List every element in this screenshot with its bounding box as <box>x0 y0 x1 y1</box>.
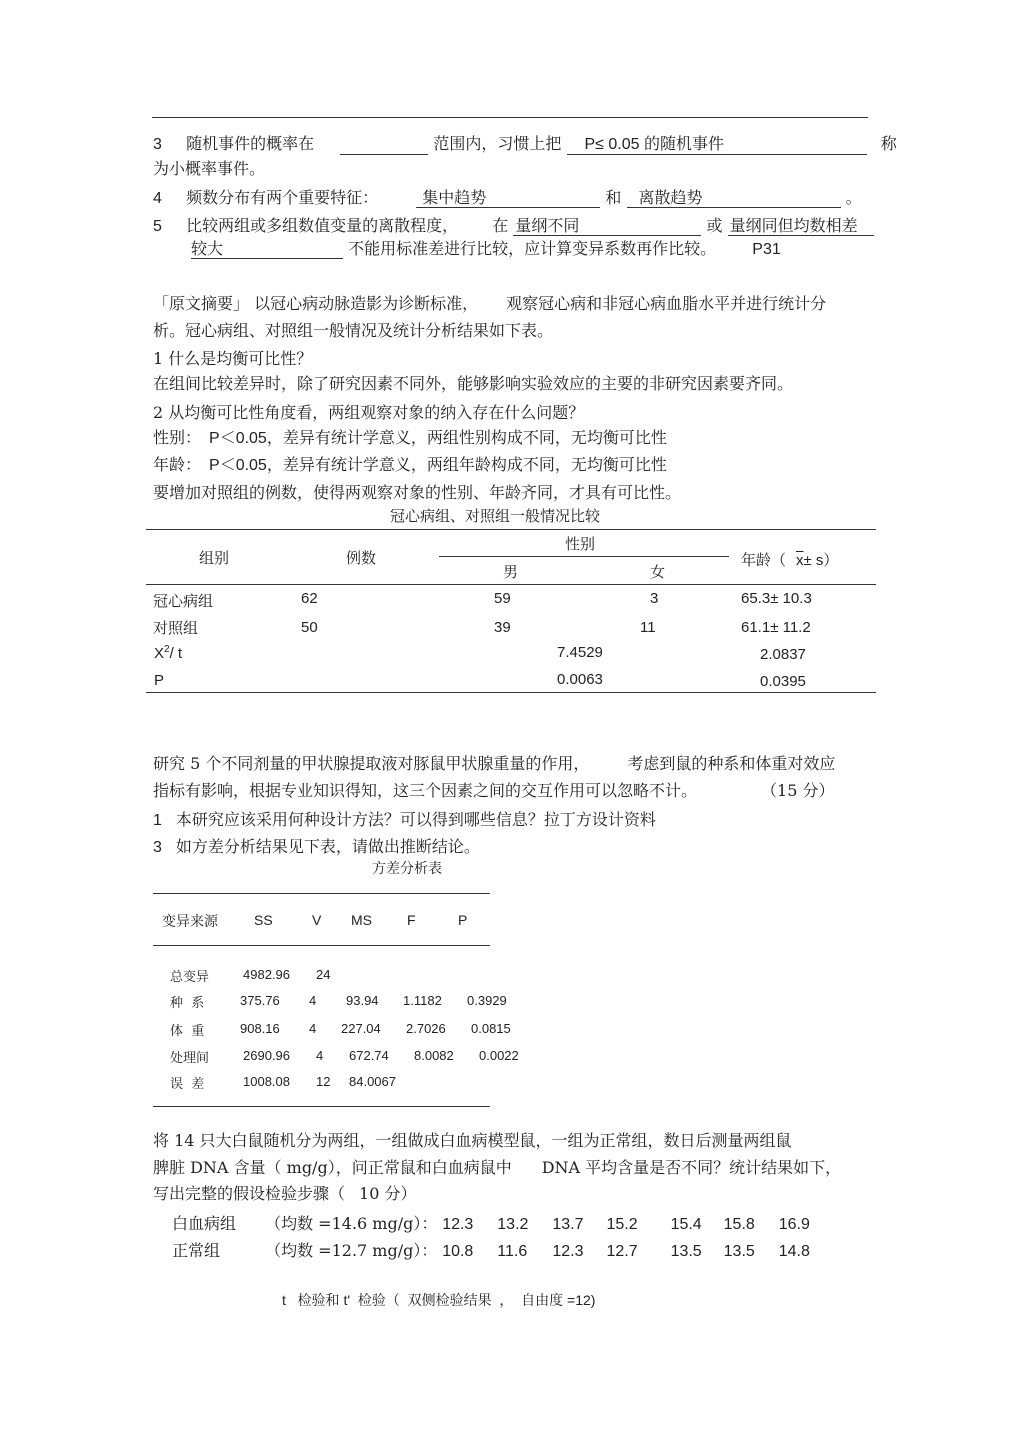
group-2-value: 11.6 <box>497 1243 528 1260</box>
table1-row-1-female: 3 <box>650 590 659 607</box>
table1-row-2-group: 对照组 <box>153 619 199 637</box>
study2-line-1: 研究 5 个不同剂量的甲状腺提取液对豚鼠甲状腺重量的作用， 考虑到鼠的种系和体重对效应 <box>153 754 836 773</box>
group-2-value: 12.7 <box>606 1243 638 1260</box>
anova-row-4-f: 8.0082 <box>414 1048 454 1063</box>
anova-row-2-source: 种 系 <box>170 996 205 1011</box>
anova-row-1-source: 总变异 <box>170 970 210 985</box>
anova-header-ms: MS <box>351 912 372 928</box>
top-rule <box>152 117 868 118</box>
group-2-value: 14.8 <box>778 1243 810 1260</box>
anova-header-p: P <box>458 912 468 928</box>
anova-row-2-v: 4 <box>309 993 317 1008</box>
anova-row-4-ss: 2690.96 <box>243 1048 290 1063</box>
table1-title: 冠心病组、对照组一般情况比较 <box>390 507 601 525</box>
q5-text-a: 比较两组或多组数值变量的离散程度， <box>186 216 459 235</box>
study3-line-1: 将 14 只大白鼠随机分为两组，一组做成白血病模型鼠，一组为正常组，数日后测量两组鼠 <box>153 1131 792 1150</box>
group-2-value: 12.3 <box>552 1243 584 1260</box>
table1-row-1-group: 冠心病组 <box>153 592 214 610</box>
group-1-name: 白血病组 <box>172 1214 237 1233</box>
study3-line-3: 写出完整的假设检验步骤（ 10 分） <box>153 1184 417 1203</box>
q4-and: 和 <box>605 188 622 207</box>
table1-p-label: P <box>154 672 165 689</box>
table1-header-count: 例数 <box>346 549 377 567</box>
abstract-line-2: 析。冠心病组、对照组一般情况及统计分析结果如下表。 <box>153 321 554 340</box>
table1-bottom-rule <box>146 692 876 693</box>
abstract-question-2: 2 从均衡可比性角度看，两组观察对象的纳入存在什么问题？ <box>153 403 585 422</box>
table1-header-group: 组别 <box>199 549 230 567</box>
table1-row-1-age: 65.3± 10.3 <box>741 590 812 607</box>
anova-row-1-v: 24 <box>316 967 331 982</box>
table1-row-1-count: 62 <box>301 590 318 607</box>
table1-header-sex: 性别 <box>565 535 596 553</box>
table1-header-rule <box>146 584 876 585</box>
anova-header-source: 变异来源 <box>162 914 218 930</box>
group-1-value: 16.9 <box>778 1216 810 1233</box>
q5-answer-1: 量纲不同 <box>513 217 701 236</box>
q3-number: 3 <box>153 136 162 153</box>
study3-group-1 <box>172 1211 810 1234</box>
table1-row-2-count: 50 <box>301 619 318 636</box>
group-2-name: 正常组 <box>172 1241 221 1260</box>
table1-header-age: 年龄（ $\overline{x}\pm s$） <box>741 551 839 569</box>
table1-row-2-female: 11 <box>640 619 656 636</box>
anova-row-2-f: 1.1182 <box>403 993 442 1008</box>
q3-text-a: 随机事件的概率在 <box>186 134 315 153</box>
abstract-answer-1: 在组间比较差异时，除了研究因素不同外，能够影响实验效应的主要的非研究因素要齐同。 <box>153 374 794 393</box>
question-4 <box>153 185 862 208</box>
anova-row-1-ss: 4982.96 <box>243 967 290 982</box>
table1-chi-label: $X^2/$ t <box>154 644 183 662</box>
group-1-value: 13.7 <box>552 1216 584 1233</box>
table1-header-female: 女 <box>650 563 666 581</box>
anova-header-rule <box>153 945 490 946</box>
abstract-answer-age: 年龄： P＜0.05，差异有统计学意义，两组年龄构成不同，无均衡可比性 <box>153 455 667 474</box>
q3-text-b: 范围内，习惯上把 <box>433 134 562 153</box>
q3-answer: P≤ 0.05 的随机事件 <box>567 136 867 155</box>
anova-row-3-v: 4 <box>309 1021 317 1036</box>
table1-chi-sex: 7.4529 <box>557 644 603 661</box>
table1-sex-rule <box>439 556 729 557</box>
table1-p-sex: 0.0063 <box>557 671 603 688</box>
anova-row-4-ms: 672.74 <box>349 1048 389 1063</box>
q5-page-ref: P31 <box>752 241 781 258</box>
q4-answer-1: 集中趋势 <box>416 189 600 208</box>
group-1-value: 15.2 <box>606 1216 638 1233</box>
study2-question-1: 1 本研究应该采用何种设计方法？可以得到哪些信息？拉丁方设计资料 <box>153 810 656 829</box>
q3-blank <box>340 138 428 155</box>
group-2-mean: （均数 =12.7 mg/g）： <box>265 1241 438 1260</box>
group-1-mean: （均数 =14.6 mg/g）： <box>265 1214 438 1233</box>
group-2-value: 13.5 <box>723 1243 755 1260</box>
table1-row-2-age: 61.1± 11.2 <box>741 619 811 636</box>
q5-number: 5 <box>153 218 162 235</box>
anova-header-v: V <box>312 912 322 928</box>
anova-row-2-ms: 93.94 <box>346 993 379 1008</box>
q3-line2: 为小概率事件。 <box>153 159 266 178</box>
anova-header-f: F <box>407 912 416 928</box>
group-1-value: 13.2 <box>497 1216 529 1233</box>
group-1-value: 15.4 <box>670 1216 702 1233</box>
table1-row-1-male: 59 <box>494 590 511 607</box>
table1-top-rule <box>146 529 876 530</box>
study3-footer: t 检验和 t' 检验（ 双侧检验结果 ， 自由度 =12) <box>282 1292 596 1308</box>
anova-row-5-ss: 1008.08 <box>243 1074 290 1089</box>
anova-title: 方差分析表 <box>372 861 442 877</box>
anova-row-3-ms: 227.04 <box>341 1021 381 1036</box>
abstract-answer-more: 要增加对照组的例数，使得两观察对象的性别、年龄齐同，才具有可比性。 <box>153 483 682 502</box>
anova-row-3-p: 0.0815 <box>471 1021 511 1036</box>
study3-group-2 <box>172 1238 810 1261</box>
group-1-value: 15.8 <box>723 1216 755 1233</box>
anova-row-2-p: 0.3929 <box>467 993 507 1008</box>
table1-header-male: 男 <box>503 563 519 581</box>
anova-row-5-source: 误 差 <box>170 1077 205 1092</box>
q5-answer-2b: 较大 <box>191 240 343 259</box>
anova-bottom-rule <box>153 1106 490 1107</box>
group-2-value: 10.8 <box>442 1243 474 1260</box>
study3-line-2: 脾脏 DNA 含量（ mg/g），问正常鼠和白血病鼠中 DNA 平均含量是否不同？统计结果如下， <box>153 1158 842 1177</box>
q5-or: 或 <box>706 216 723 235</box>
q5-text-b: 不能用标准差进行比较，应计算变异系数再作比较。 <box>348 239 717 258</box>
question-3 <box>153 131 897 155</box>
group-2-value: 13.5 <box>670 1243 702 1260</box>
anova-row-5-v: 12 <box>316 1074 331 1089</box>
anova-row-3-source: 体 重 <box>170 1024 205 1039</box>
anova-header-ss: SS <box>254 912 273 928</box>
anova-row-3-f: 2.7026 <box>406 1021 446 1036</box>
abstract-question-1: 1 什么是均衡可比性？ <box>153 349 313 368</box>
group-1-value: 12.3 <box>442 1216 474 1233</box>
anova-row-4-v: 4 <box>316 1048 324 1063</box>
anova-row-4-source: 处理间 <box>170 1051 210 1066</box>
study2-question-3: 3 如方差分析结果见下表，请做出推断结论。 <box>153 837 480 856</box>
anova-row-3-ss: 908.16 <box>240 1021 280 1036</box>
anova-row-2-ss: 375.76 <box>240 993 280 1008</box>
table1-row-2-male: 39 <box>494 619 511 636</box>
anova-top-rule <box>153 893 490 894</box>
anova-row-5-ms: 84.0067 <box>349 1074 396 1089</box>
abstract-answer-sex: 性别： P＜0.05，差异有统计学意义，两组性别构成不同，无均衡可比性 <box>153 428 667 447</box>
q5-line2 <box>191 236 781 259</box>
q5-at: 在 <box>492 216 509 235</box>
q5-answer-2a: 量纲同但均数相差 <box>728 217 874 236</box>
q4-answer-2: 离散趋势 <box>627 189 841 208</box>
table1-chi-age: 2.0837 <box>760 646 806 663</box>
q4-number: 4 <box>153 190 162 207</box>
abstract-line-1: 「原文摘要」 以冠心病动脉造影为诊断标准， 观察冠心病和非冠心病血脂水平并进行统计分 <box>153 294 827 313</box>
q4-text-a: 频数分布有两个重要特征： <box>186 188 379 207</box>
study2-line-2: 指标有影响，根据专业知识得知，这三个因素之间的交互作用可以忽略不计。 （15 分） <box>153 781 835 800</box>
table1-p-age: 0.0395 <box>760 673 806 690</box>
q3-text-c: 称 <box>880 134 897 153</box>
q4-end: 。 <box>845 188 862 207</box>
anova-row-4-p: 0.0022 <box>479 1048 519 1063</box>
question-5 <box>153 213 874 236</box>
